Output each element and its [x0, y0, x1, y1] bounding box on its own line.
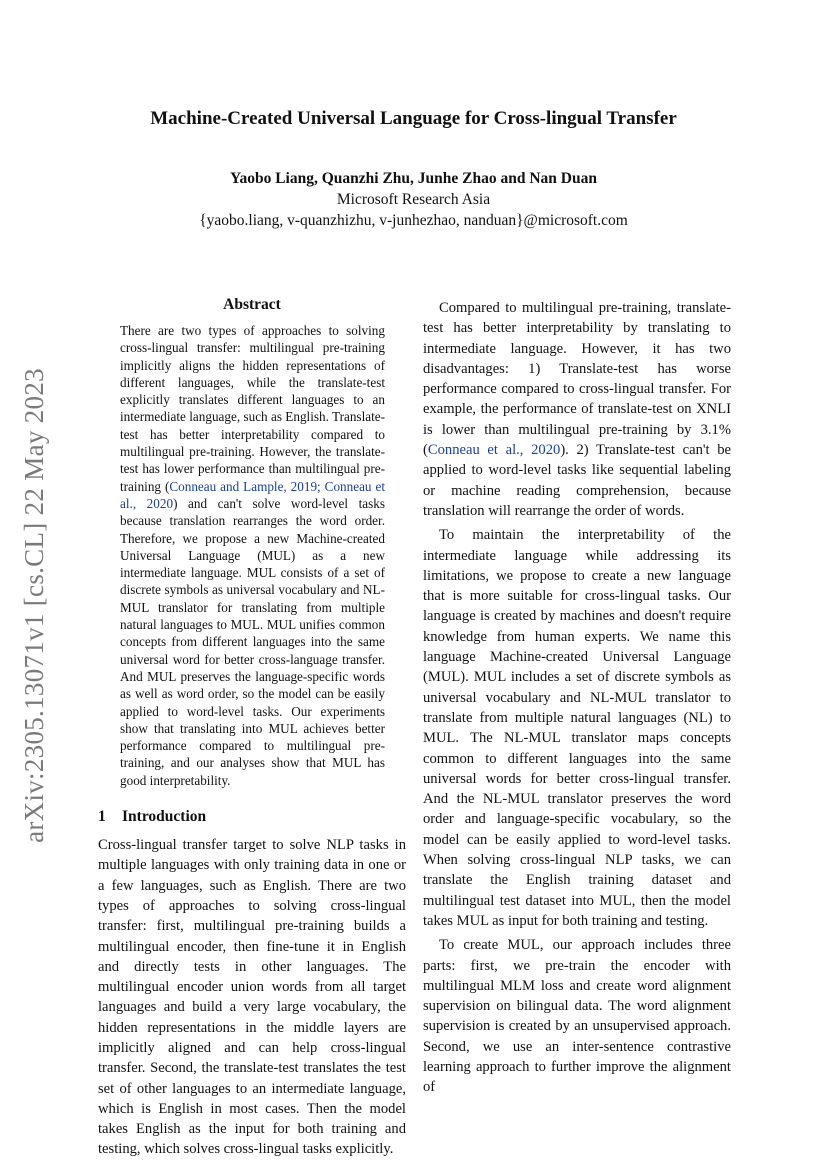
arxiv-sidebar	[14, 355, 54, 855]
section-heading-introduction	[98, 806, 406, 828]
right-column	[423, 294, 731, 1098]
paper-title: Machine-Created Universal Language for Cross-lingual Transfer	[150, 108, 677, 129]
intro-paragraph-3: To maintain the interpretability of the intermediate language while addressing its limitations, we propose to create a new language that is more suitable for cross-lingual tasks. Our language is created by machines and doesn't require knowledge from human experts. We name this language Machine-created Universal Language (MUL). MUL includes a set of discrete symbols as universal vocabulary and NL-MUL translator to translate from multiple natural languages (NL) to MUL. The NL-MUL translator maps concepts common to different languages into the same universal words for better cross-lingual transfer. And the NL-MUL translator preserves the word order and language-specific vocabulary, so the model can be easily applied to word-level tasks. When solving cross-lingual NLP tasks, we can translate the English training dataset and multilingual test dataset into MUL, then the model takes MUL as input for both training and testing.	[423, 527, 731, 929]
left-column	[98, 294, 406, 1160]
citation-link[interactable]: Conneau et al., 2020	[427, 442, 561, 459]
abstract-text: There are two types of approaches to solving cross-lingual transfer: multilingual pre-training implicitly aligns the hidden representations of different languages, while the translate-test explicitly translates different languages to an intermediate language, such as English. Translate-test has better interpretability compared to multilingual pre-training. However, the translate-test has lower performance than multilingual pre-training (Conneau and Lample, 2019; Conneau et al., 2020) and can't solve word-level tasks because translation rearranges the word order. Therefore, we propose a new Machine-created Universal Language (MUL) as a new intermediate language. MUL consists of a set of discrete symbols as universal vocabulary and NL-MUL translator for translating from multiple natural languages to MUL. MUL unifies common concepts from different languages into the same universal word for better cross-language transfer. And MUL preserves the language-specific words as well as word order, so the model can be easily applied to word-level tasks. Our experiments show that translating into MUL achieves better performance compared to multilingual pre-training, and our analyses show that MUL has good interpretability.	[120, 323, 385, 788]
arxiv-identifier: arXiv:2305.13071v1 [cs.CL] 22 May 2023	[18, 367, 49, 843]
author-names: Yaobo Liang, Quanzhi Zhu, Junhe Zhao and Nan Duan	[230, 170, 597, 187]
author-emails: {yaobo.liang, v-quanzhizhu, v-junhezhao, nanduan}@microsoft.com	[199, 212, 628, 229]
affiliation: Microsoft Research Asia	[336, 191, 491, 208]
intro-paragraph-2: Compared to multilingual pre-training, translate-test has better interpretability by translating to intermediate language. However, it has two disadvantages: 1) Translate-test has worse performance compared to cross-lingual transfer. For example, the performance of translate-test on XNLI is lower than multilingual pre-training by 3.1% (Conneau et al., 2020). 2) Translate-test can't be applied to word-level tasks like sequential labeling or machine reading comprehension, because translation will rearrange the order of words.	[423, 300, 732, 519]
citation-link[interactable]: Conneau and Lample, 2019; Conneau et al., 2020	[120, 478, 385, 511]
abstract-heading: Abstract	[223, 296, 281, 313]
intro-paragraph-4: To create MUL, our approach includes three parts: first, we pre-train the encoder with multilingual MLM loss and create word alignment supervision on bilingual data. The word alignment supervision is created by an unsupervised approach. Second, we use an inter-sentence contrastive learning approach to further improve the alignment of	[423, 937, 731, 1096]
section-title: Introduction	[122, 808, 207, 826]
section-number: 1	[98, 808, 106, 826]
intro-paragraph-1: Cross-lingual transfer target to solve NLP tasks in multiple languages with only training data in one or a few languages, such as English. There are two types of approaches to solving cross-lingual transfer: first, multilingual pre-training builds a multilingual encoder, then fine-tune it in English and directly tests in other languages. The multilingual encoder union words from all target languages and build a very large vocabulary, the hidden representations in the middle layers are implicitly aligned and can help cross-lingual transfer. Second, the translate-test translates the test set of other languages to an intermediate language, which is English in most cases. Then the model takes English as the input for both training and testing, which solves cross-lingual tasks explicitly.	[98, 837, 406, 1158]
author-block	[0, 168, 827, 231]
